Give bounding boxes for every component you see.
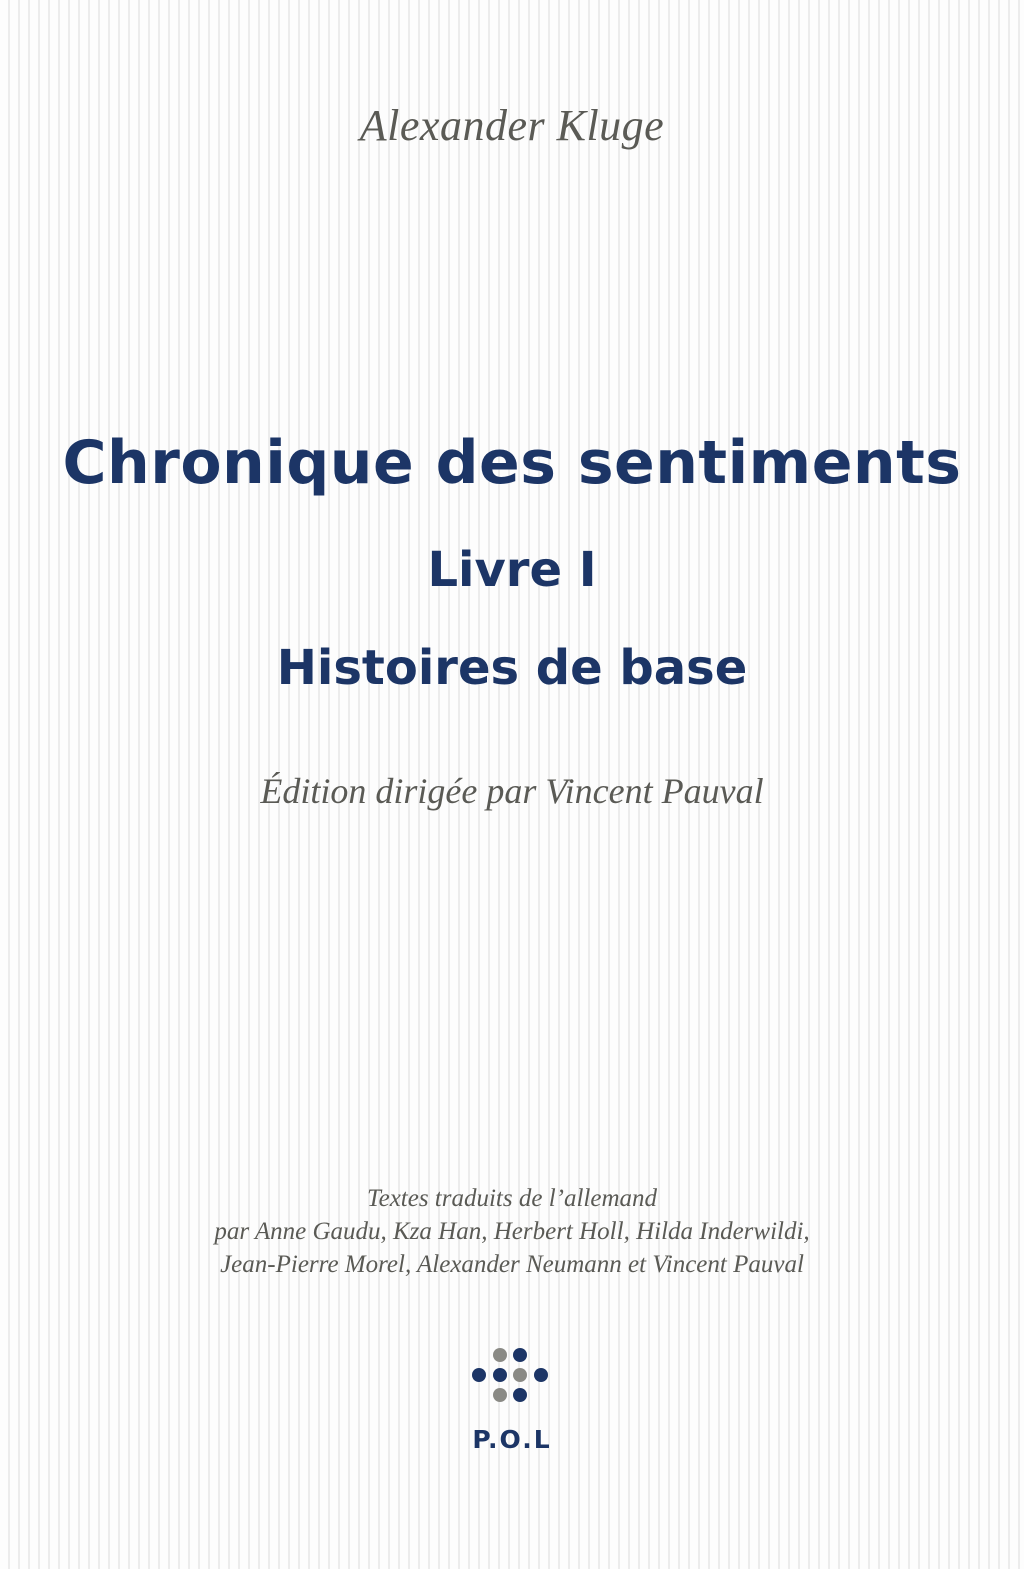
logo-dot	[513, 1368, 527, 1382]
publisher-name: P.O.L	[472, 1425, 552, 1454]
translators-line: Textes traduits de l’allemand	[366, 1185, 658, 1212]
logo-dot	[513, 1388, 527, 1402]
logo-dot	[534, 1368, 548, 1382]
pol-dots-logo-icon	[462, 1345, 562, 1415]
translators-line: Jean-Pierre Morel, Alexander Neumann et Vincent Pauval	[220, 1251, 804, 1278]
logo-dot	[472, 1368, 486, 1382]
editor-line: Édition dirigée par Vincent Pauval	[260, 771, 764, 811]
book-title: Chronique des sentiments	[62, 428, 962, 498]
translators-line: par Anne Gaudu, Kza Han, Herbert Holl, Hilda Inderwildi,	[214, 1218, 810, 1245]
book-subtitle: Histoires de base	[276, 640, 748, 696]
author-name: Alexander Kluge	[359, 101, 665, 150]
logo-dot	[513, 1348, 527, 1362]
translators-block	[0, 1182, 1024, 1281]
logo-dot	[493, 1368, 507, 1382]
logo-dot	[493, 1348, 507, 1362]
logo-dot	[493, 1388, 507, 1402]
volume-label: Livre I	[427, 542, 597, 598]
